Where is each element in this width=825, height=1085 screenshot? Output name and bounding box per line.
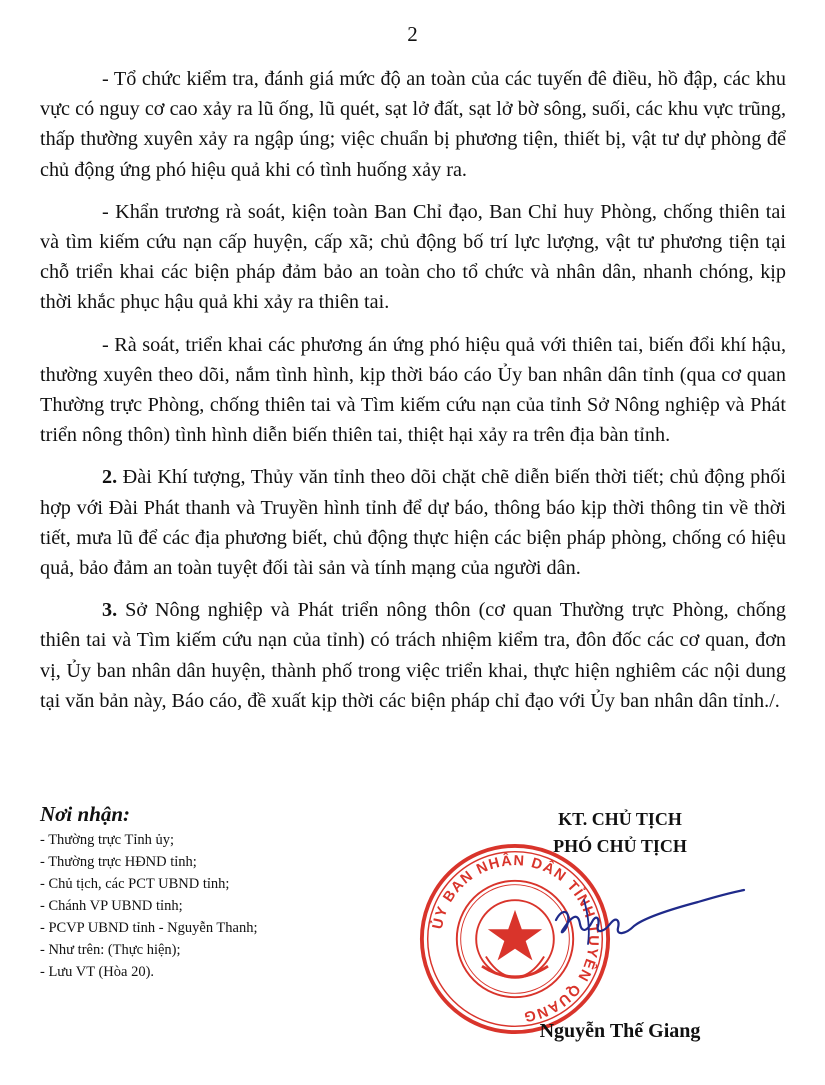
recipient-item: - Lưu VT (Hòa 20). — [40, 964, 155, 980]
signer-name: Nguyễn Thế Giang — [539, 1020, 701, 1042]
paragraph-review-committee — [40, 197, 786, 318]
recipient-item: - Chủ tịch, các PCT UBND tỉnh; — [40, 876, 230, 892]
star-icon — [488, 910, 542, 960]
recipient-item: - Chánh VP UBND tỉnh; — [40, 898, 183, 914]
paragraph-text: Đài Khí tượng, Thủy văn tỉnh theo dõi chặt chẽ diễn biến thời tiết; chủ động phối hợp với Đài Phát thanh và Truyền hình tỉnh để dự báo, thông báo kịp thời thông tin về thời tiết, mưa lũ để các địa phương biết, chủ động thực hiện các biện pháp phòng, chống có hiệu quả, bảo đảm an toàn tuyệt đối tài sản và tính mạng của người dân. — [40, 466, 787, 580]
paragraph-text: Sở Nông nghiệp và Phát triển nông thôn (cơ quan Thường trực Phòng, chống thiên tai và Tìm kiếm cứu nạn của tỉnh) có trách nhiệm kiểm tra, đôn đốc các cơ quan, đơn vị, Ủy ban nhân dân huyện, thành phố trong việc triển khai, thực hiện nghiêm các nội dung tại văn bản này, Báo cáo, đề xuất kịp thời các biện pháp chỉ đạo với Ủy ban nhân dân tỉnh./. — [40, 599, 787, 712]
paragraph-safety-inspection — [40, 64, 786, 185]
seal-text: ỦY BAN NHÂN DÂN TỈNH TUYÊN QUANG — [429, 853, 601, 1025]
page-number: 2 — [407, 22, 418, 46]
signer-title: PHÓ CHỦ TỊCH — [553, 836, 687, 856]
document-body — [40, 64, 786, 728]
signer-authority: KT. CHỦ TỊCH — [558, 809, 682, 829]
recipient-item: - Thường trực HĐND tỉnh; — [40, 854, 197, 870]
paragraph-text: - Rà soát, triển khai các phương án ứng phó hiệu quả với thiên tai, biến đổi khí hậu, thường xuyên theo dõi, nắm tình hình, kịp thời báo cáo Ủy ban nhân dân tỉnh (qua cơ quan Thường trực Phòng, chống thiên tai và Tìm kiếm cứu nạn của tỉnh Sở Nông nghiệp và Phát triển nông thôn) tình hình diễn biến thiên tai, thiệt hại xảy ra trên địa bàn tỉnh. — [40, 333, 786, 447]
item-number: 2. — [102, 466, 118, 489]
paragraph-text: - Tổ chức kiểm tra, đánh giá mức độ an toàn của các tuyến đê điều, hồ đập, các khu vực có nguy cơ cao xảy ra lũ ống, lũ quét, sạt lở đất, sạt lở bờ sông, suối, các khu vực trũng, thấp thường xuyên xảy ra ngập úng; việc chuẩn bị phương tiện, thiết bị, vật tư dự phòng để chủ động ứng phó hiệu quả khi có tình huống xảy ra. — [40, 68, 786, 181]
paragraph-text: - Khẩn trương rà soát, kiện toàn Ban Chỉ đạo, Ban Chỉ huy Phòng, chống thiên tai và tìm kiếm cứu nạn cấp huyện, cấp xã; chủ động bố trí lực lượng, vật tư phương tiện tại chỗ triển khai các biện pháp đảm bảo an toàn cho tổ chức và nhân dân, nhanh chóng, kịp thời khắc phục hậu quả khi xảy ra thiên tai. — [40, 200, 786, 314]
paragraph-item-3 — [40, 595, 786, 716]
handwritten-signature — [548, 880, 748, 970]
recipients-list — [40, 829, 420, 983]
recipient-item: - PCVP UBND tỉnh - Nguyễn Thanh; — [40, 920, 258, 936]
paragraph-item-2 — [40, 462, 786, 583]
recipient-item: - Như trên: (Thực hiện); — [40, 942, 181, 958]
paragraph-response-plans — [40, 330, 786, 451]
recipient-item: - Thường trực Tỉnh ủy; — [40, 832, 175, 848]
recipients-block — [40, 802, 420, 983]
recipients-title: Nơi nhận: — [40, 802, 131, 826]
item-number: 3. — [102, 599, 118, 622]
